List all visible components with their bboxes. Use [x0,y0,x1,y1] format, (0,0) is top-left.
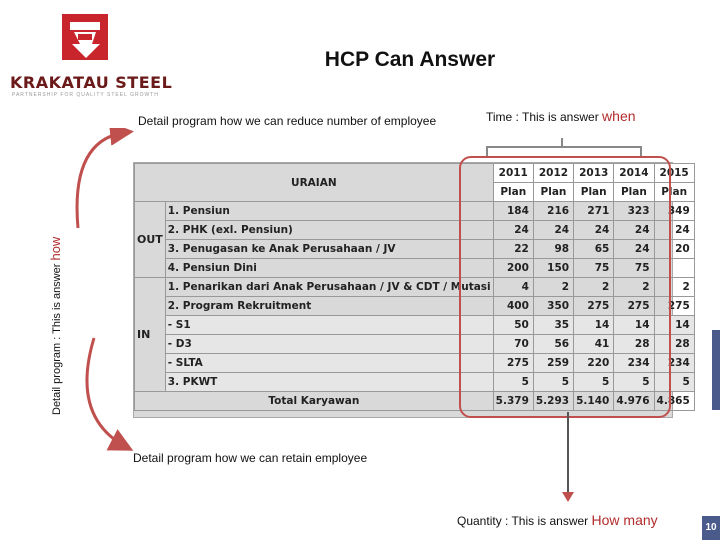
total-cell: 4.865 [654,392,694,411]
program-label: 3. PKWT [165,373,493,392]
value-cell: 349 [654,202,694,221]
curved-arrows [60,128,150,458]
group-in-label: IN [135,278,166,392]
year-header: 2014 [614,164,654,183]
bracket-stem [561,138,563,146]
arrow-to-reduce-note [77,132,128,228]
program-label: - S1 [165,316,493,335]
value-cell: 14 [654,316,694,335]
total-cell: 5.140 [574,392,614,411]
value-cell: 24 [614,240,654,259]
right-edge-bar [712,330,720,410]
quantity-arrow [560,412,576,504]
program-label: - D3 [165,335,493,354]
value-cell: 14 [574,316,614,335]
plan-header: Plan [493,183,533,202]
time-note-keyword: when [602,108,636,124]
time-note-prefix: Time : This is answer [486,110,599,124]
value-cell: 24 [654,221,694,240]
value-cell: 41 [574,335,614,354]
value-cell: 2 [533,278,573,297]
value-cell: 350 [533,297,573,316]
value-cell: 2 [654,278,694,297]
value-cell: 24 [574,221,614,240]
program-label: 3. Penugasan ke Anak Perusahaan / JV [165,240,493,259]
value-cell: 2 [574,278,614,297]
value-cell: 14 [614,316,654,335]
brand-tagline: PARTNERSHIP FOR QUALITY STEEL GROWTH [12,92,159,98]
program-label: 1. Pensiun [165,202,493,221]
value-cell: 24 [493,221,533,240]
value-cell: 400 [493,297,533,316]
value-cell: 20 [654,240,694,259]
group-out-label: OUT [135,202,166,278]
left-note-keyword: how [48,236,63,261]
value-cell: 184 [493,202,533,221]
arrow-to-retain-note [87,338,128,448]
value-cell: 216 [533,202,573,221]
program-label: 1. Penarikan dari Anak Perusahaan / JV & CDT / Mutasi [165,278,493,297]
value-cell: 275 [493,354,533,373]
page-number: 10 [702,516,720,540]
value-cell: 35 [533,316,573,335]
program-label: - SLTA [165,354,493,373]
value-cell: 98 [533,240,573,259]
value-cell: 5 [654,373,694,392]
year-header: 2012 [533,164,573,183]
year-header: 2011 [493,164,533,183]
plan-header: Plan [574,183,614,202]
time-note [486,108,636,124]
quantity-note [457,512,658,528]
total-label: Total Karyawan [135,392,494,411]
value-cell: 75 [614,259,654,278]
year-header: 2015 [654,164,694,183]
slide-title: HCP Can Answer [324,48,496,71]
plan-header: Plan [654,183,694,202]
value-cell: 22 [493,240,533,259]
value-cell: 275 [614,297,654,316]
value-cell: 4 [493,278,533,297]
value-cell: 234 [614,354,654,373]
quantity-note-prefix: Quantity : This is answer [457,514,589,528]
value-cell: 5 [533,373,573,392]
value-cell: 24 [533,221,573,240]
value-cell: 5 [614,373,654,392]
value-cell: 275 [654,297,694,316]
value-cell: 2 [614,278,654,297]
plan-header: Plan [533,183,573,202]
total-cell: 5.379 [493,392,533,411]
value-cell: 24 [614,221,654,240]
value-cell: 200 [493,259,533,278]
plan-header: Plan [614,183,654,202]
value-cell: 5 [574,373,614,392]
left-note-prefix: Detail program : This is answer [51,263,63,415]
total-cell: 5.293 [533,392,573,411]
program-label: 2. Program Rekruitment [165,297,493,316]
value-cell: 323 [614,202,654,221]
value-cell: 234 [654,354,694,373]
quantity-note-keyword: How many [591,512,658,528]
reduce-note: Detail program how we can reduce number of employee [138,114,437,128]
value-cell: 75 [574,259,614,278]
retain-note: Detail program how we can retain employee [133,451,368,465]
plan-columns-highlight [459,156,671,418]
value-cell: 271 [574,202,614,221]
value-cell: 28 [654,335,694,354]
value-cell: 70 [493,335,533,354]
value-cell: 28 [614,335,654,354]
value-cell: 275 [574,297,614,316]
program-label: 4. Pensiun Dini [165,259,493,278]
value-cell: 50 [493,316,533,335]
program-label: 2. PHK (exl. Pensiun) [165,221,493,240]
value-cell: 65 [574,240,614,259]
value-cell: 56 [533,335,573,354]
value-cell: 259 [533,354,573,373]
value-cell: 150 [533,259,573,278]
brand-name: KRAKATAU STEEL [10,73,173,92]
year-header: 2013 [574,164,614,183]
total-cell: 4.976 [614,392,654,411]
uraian-header: URAIAN [135,164,494,202]
value-cell: 220 [574,354,614,373]
value-cell: 5 [493,373,533,392]
